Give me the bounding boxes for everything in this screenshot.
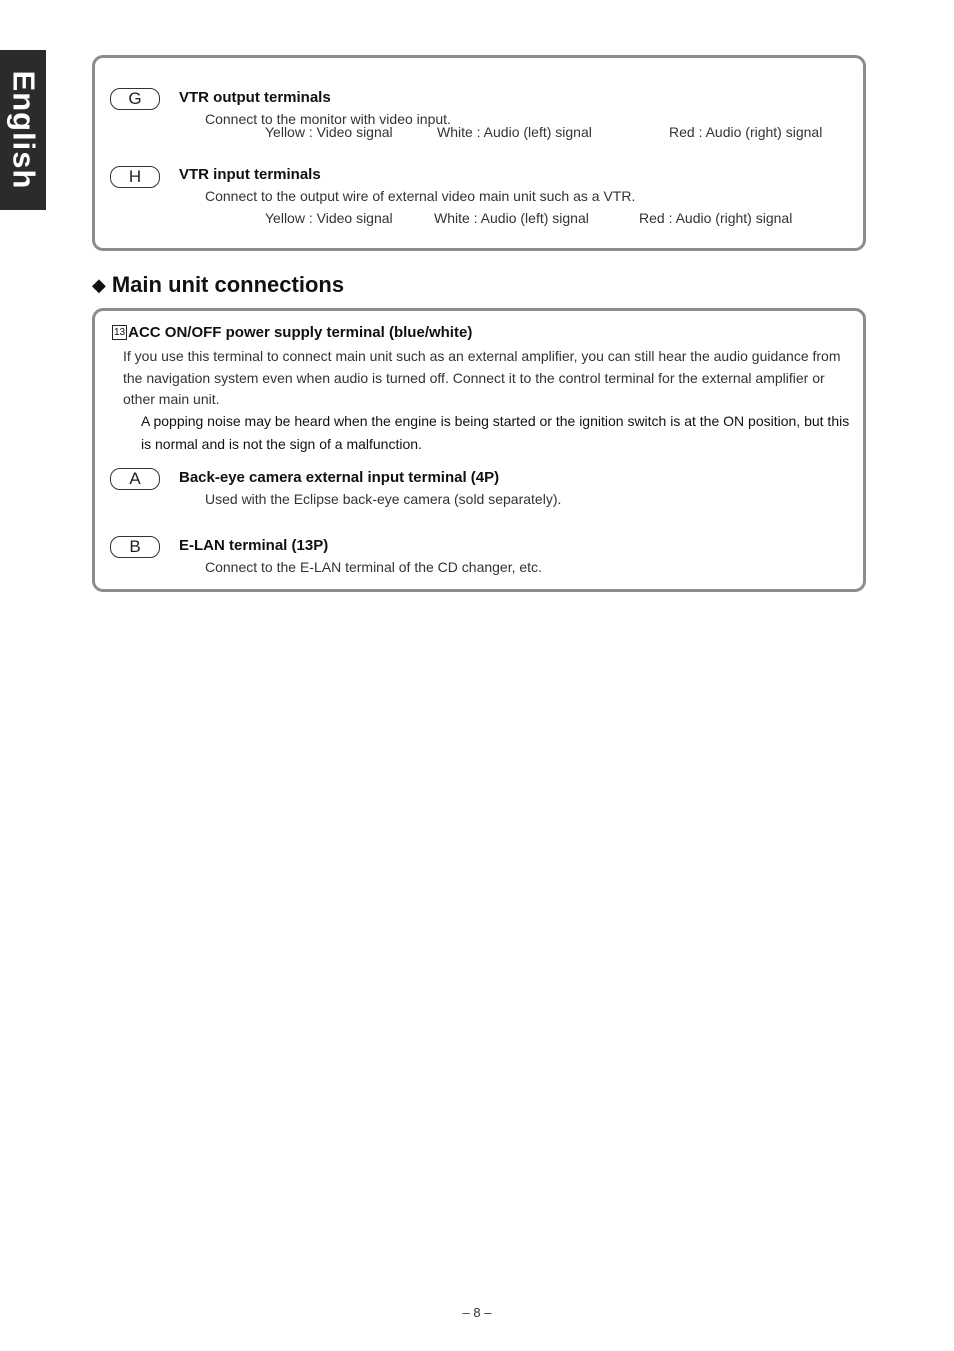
acc-note: A popping noise may be heard when the engine is being started or the ignition switch is at the ON position, but this is normal and is not the sign of a malfunction. [141, 413, 850, 452]
vtr-input-red-signal: Red : Audio (right) signal [639, 210, 793, 226]
terminal-badge-b: B [110, 536, 160, 558]
vtr-output-yellow-signal: Yellow : Video signal [265, 124, 393, 140]
page-number: – 8 – [462, 1305, 492, 1320]
section-title [92, 272, 344, 298]
language-tab-label: English [6, 70, 42, 190]
vtr-input-description: Connect to the output wire of external video main unit such as a VTR. [205, 188, 636, 204]
language-tab [0, 50, 46, 210]
vtr-output-white-signal: White : Audio (left) signal [437, 124, 592, 140]
vtr-output-title: VTR output terminals [179, 89, 331, 106]
back-eye-title: Back-eye camera external input terminal (4P) [179, 469, 500, 486]
section-title-text: Main unit connections [111, 272, 345, 297]
vtr-input-title: VTR input terminals [179, 166, 321, 183]
main-unit-box [92, 308, 866, 592]
terminal-badge-a: A [110, 468, 160, 490]
vtr-output-description: Connect to the monitor with video input. [205, 111, 451, 127]
elan-title: E-LAN terminal (13P) [179, 537, 329, 554]
acc-description: If you use this terminal to connect main unit such as an external amplifier, you can still hear the audio guidance from the navigation system even when audio is turned off. Connect it to the control terminal for the external amplifier or other main unit. [123, 348, 841, 407]
acc-title-text: ACC ON/OFF power supply terminal (blue/white) [128, 324, 473, 341]
elan-description: Connect to the E-LAN terminal of the CD changer, etc. [205, 559, 542, 575]
back-eye-description: Used with the Eclipse back-eye camera (sold separately). [205, 491, 562, 507]
acc-number-badge: 13 [114, 327, 126, 338]
vtr-output-red-signal: Red : Audio (right) signal [669, 124, 823, 140]
diamond-bullet-icon: ◆ [92, 275, 106, 295]
vtr-terminals-box [92, 55, 866, 251]
vtr-input-white-signal: White : Audio (left) signal [434, 210, 589, 226]
acc-terminal-title [112, 324, 472, 341]
vtr-input-yellow-signal: Yellow : Video signal [265, 210, 393, 226]
terminal-badge-h: H [110, 166, 160, 188]
terminal-badge-g: G [110, 88, 160, 110]
